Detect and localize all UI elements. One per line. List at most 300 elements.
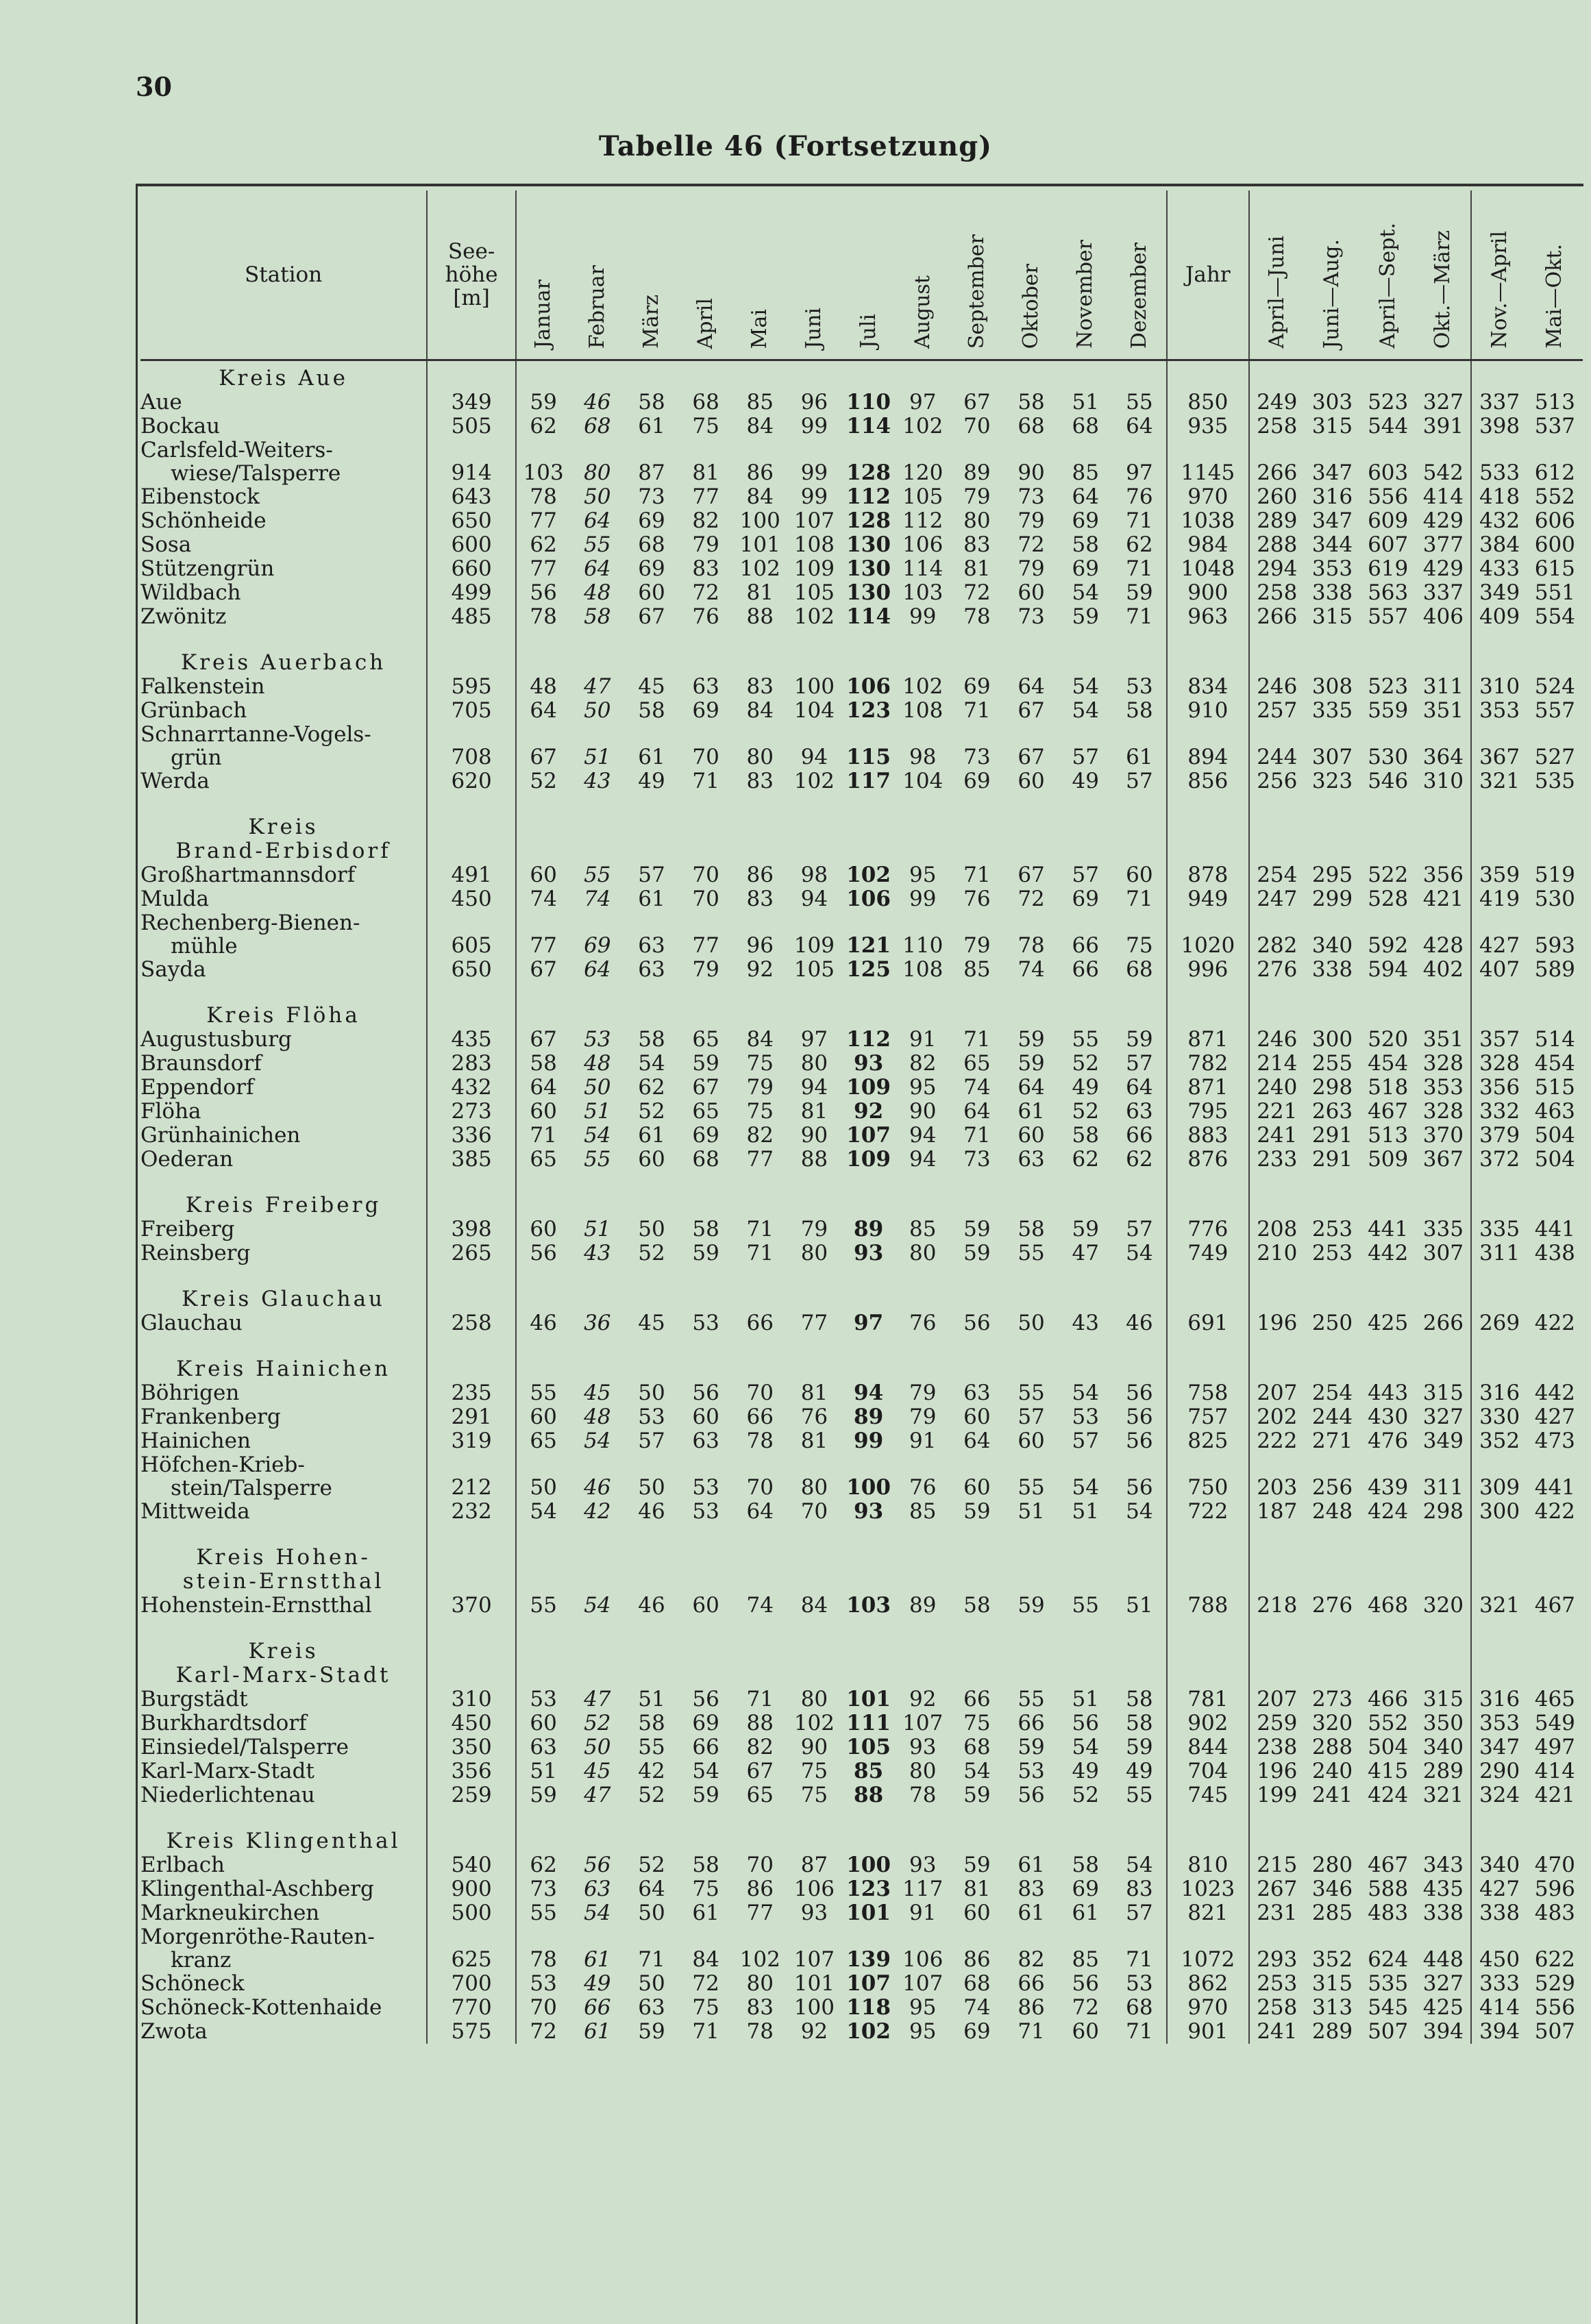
period-value: 379: [1479, 1123, 1520, 1148]
month-value: 107: [846, 1971, 891, 1996]
month-value: 68: [692, 390, 719, 415]
period-value: 596: [1534, 1877, 1575, 1901]
month-value: 56: [1113, 1429, 1167, 1453]
cell-empty: [427, 629, 516, 645]
period-value: 288: [1311, 1735, 1353, 1759]
cell-empty: [1527, 1335, 1583, 1352]
month-value: 130: [846, 556, 891, 581]
group-heading: Kreis Glauchau: [140, 1282, 427, 1311]
month-value: 69: [692, 1711, 719, 1735]
month-value: 66: [1072, 933, 1099, 958]
header-month-label: September: [964, 234, 989, 349]
month-value: 63: [638, 933, 665, 958]
cell-empty: [679, 810, 733, 863]
header-month-label: Oktober: [1019, 263, 1044, 349]
period-value: 514: [1534, 1027, 1575, 1052]
month-value: 62: [530, 414, 557, 438]
station-name: Zwönitz: [140, 605, 427, 629]
month-value: 67: [1018, 698, 1045, 723]
month-value: 64: [963, 1099, 991, 1124]
period-value: 438: [1534, 1241, 1575, 1265]
month-value: 68: [963, 1971, 991, 1996]
period-value: 293: [1257, 1947, 1298, 1972]
month-value: 58: [692, 1853, 719, 1877]
cell-empty: [787, 1807, 841, 1824]
period-value: 338: [1416, 1901, 1471, 1925]
month-value: 71: [963, 1123, 991, 1148]
month-value: 52: [638, 1783, 665, 1807]
month-value: 114: [846, 414, 891, 438]
elevation-value: 491: [427, 863, 516, 887]
period-value: 311: [1479, 1241, 1520, 1265]
month-value: 53: [1018, 1759, 1045, 1783]
month-value: 58: [638, 390, 665, 415]
elevation-value: 900: [427, 1877, 516, 1901]
period-value: 603: [1368, 460, 1409, 485]
cell-empty: [1249, 1265, 1305, 1282]
month-value: 58: [638, 698, 665, 723]
month-value: 69: [1072, 887, 1099, 911]
header-period-label: April—Sept.: [1375, 223, 1400, 349]
month-value: 54: [1072, 580, 1099, 605]
cell-empty: [1527, 629, 1583, 645]
period-value: 384: [1479, 532, 1520, 557]
month-value: 93: [854, 1499, 884, 1524]
station-row: [140, 1076, 1583, 1100]
cell-empty: [624, 1352, 678, 1381]
month-value: 50: [638, 1475, 665, 1500]
month-value: 74: [963, 1075, 991, 1100]
period-value: 364: [1416, 723, 1471, 769]
cell-empty: [427, 360, 516, 391]
header-period: [1416, 190, 1471, 360]
period-value: 465: [1534, 1687, 1575, 1711]
station-row: [140, 699, 1583, 723]
cell-empty: [1416, 645, 1471, 675]
cell-empty: [787, 998, 841, 1028]
month-value: 56: [584, 1853, 611, 1877]
month-value: 83: [746, 887, 774, 911]
period-value: 321: [1479, 1593, 1520, 1618]
cell-empty: [1527, 1188, 1583, 1217]
period-value: 414: [1534, 1759, 1575, 1783]
month-value: 49: [584, 1971, 611, 1996]
cell-empty: [1360, 645, 1416, 675]
period-value: 515: [1534, 1075, 1575, 1100]
month-value: 71: [963, 863, 991, 887]
cell-empty: [427, 793, 516, 810]
cell-empty: [1471, 1188, 1527, 1217]
cell-empty: [896, 793, 950, 810]
cell-empty: [624, 1540, 678, 1594]
group-spacer: [140, 1265, 1583, 1282]
cell-empty: [1416, 1352, 1471, 1381]
cell-empty: [787, 1618, 841, 1634]
period-value: 328: [1416, 1052, 1471, 1076]
period-value: 552: [1534, 484, 1575, 509]
cell-empty: [1113, 1824, 1167, 1853]
cell-empty: [1471, 1335, 1527, 1352]
month-value: 94: [909, 1123, 937, 1148]
cell-empty: [787, 1824, 841, 1853]
elevation-value: 283: [427, 1052, 516, 1076]
month-value: 53: [692, 1311, 719, 1335]
month-value: 68: [584, 414, 611, 438]
month-value: 78: [963, 604, 991, 629]
cell-empty: [624, 1282, 678, 1311]
station-row: [140, 438, 1583, 485]
period-value: 535: [1368, 1971, 1409, 1996]
month-value: 64: [1113, 415, 1167, 438]
cell-empty: [950, 793, 1004, 810]
month-value: 46: [530, 1311, 557, 1335]
cell-empty: [733, 810, 787, 863]
year-value: 691: [1167, 1311, 1249, 1335]
month-value: 53: [1113, 675, 1167, 699]
year-value: 894: [1167, 723, 1249, 769]
elevation-value: 435: [427, 1028, 516, 1052]
month-value: 102: [902, 674, 944, 699]
period-value: 467: [1368, 1853, 1409, 1877]
cell-empty: [1360, 1352, 1416, 1381]
header-month-label: Januar: [531, 280, 556, 349]
month-value: 79: [909, 1405, 937, 1429]
cell-empty: [896, 1282, 950, 1311]
month-value: 67: [530, 1027, 557, 1052]
cell-empty: [841, 360, 896, 391]
month-value: 52: [584, 1711, 611, 1735]
cell-empty: [1416, 810, 1471, 863]
cell-empty: [1471, 1282, 1527, 1311]
month-value: 99: [909, 604, 937, 629]
period-value: 624: [1368, 1947, 1409, 1972]
cell-empty: [1360, 1265, 1416, 1282]
month-value: 78: [746, 1429, 774, 1453]
month-value: 102: [739, 556, 780, 581]
period-value: 533: [1479, 460, 1520, 485]
period-value: 527: [1534, 745, 1575, 769]
month-value: 58: [692, 1217, 719, 1241]
month-value: 82: [1018, 1947, 1045, 1972]
cell-empty: [1249, 1824, 1305, 1853]
period-value: 349: [1416, 1429, 1471, 1453]
period-value: 432: [1479, 508, 1520, 533]
period-value: 439: [1368, 1475, 1409, 1500]
cell-empty: [679, 1188, 733, 1217]
month-value: 109: [793, 556, 835, 581]
group-heading-row: [140, 998, 1583, 1028]
month-value: 67: [530, 957, 557, 982]
month-value: 43: [1072, 1311, 1099, 1335]
month-value: 71: [746, 1687, 774, 1711]
month-value: 85: [1072, 460, 1099, 485]
cell-empty: [896, 1540, 950, 1594]
period-value: 409: [1479, 604, 1520, 629]
cell-empty: [1167, 998, 1249, 1028]
month-value: 58: [530, 1051, 557, 1076]
station-name: Karl-Marx-Stadt: [140, 1759, 427, 1783]
month-value: 47: [584, 674, 611, 699]
cell-empty: [733, 1524, 787, 1540]
month-value: 99: [800, 484, 828, 509]
month-value: 61: [638, 1123, 665, 1148]
period-value: 359: [1479, 863, 1520, 887]
period-value: 419: [1479, 887, 1520, 911]
cell-empty: [679, 645, 733, 675]
cell-empty: [1059, 1807, 1113, 1824]
month-value: 130: [846, 580, 891, 605]
month-value: 60: [963, 1475, 991, 1500]
month-value: 102: [793, 769, 835, 793]
period-value: 523: [1368, 390, 1409, 415]
period-value: 340: [1311, 933, 1353, 958]
month-value: 54: [530, 1499, 557, 1524]
cell-empty: [679, 1824, 733, 1853]
cell-empty: [516, 1265, 570, 1282]
period-value: 299: [1311, 887, 1353, 911]
month-value: 65: [530, 1429, 557, 1453]
cell-empty: [1305, 645, 1360, 675]
year-value: 825: [1167, 1429, 1249, 1453]
cell-empty: [516, 1282, 570, 1311]
period-value: 289: [1416, 1759, 1471, 1783]
period-value: 422: [1534, 1311, 1575, 1335]
month-value: 61: [692, 1901, 719, 1925]
elevation-value: 336: [427, 1124, 516, 1148]
month-value: 68: [692, 1147, 719, 1172]
year-value: 901: [1167, 2020, 1249, 2044]
station-row: [140, 1735, 1583, 1759]
month-value: 55: [1018, 1241, 1045, 1265]
month-value: 93: [909, 1735, 937, 1759]
elevation-value: 385: [427, 1148, 516, 1172]
cell-empty: [1416, 1188, 1471, 1217]
month-value: 106: [846, 887, 891, 911]
station-name: Burkhardtsdorf: [140, 1711, 427, 1735]
month-value: 69: [638, 508, 665, 533]
period-value: 556: [1368, 484, 1409, 509]
month-value: 81: [746, 580, 774, 605]
month-value: 84: [746, 484, 774, 509]
month-value: 101: [793, 1971, 835, 1996]
month-value: 58: [1072, 1853, 1099, 1877]
cell-empty: [140, 982, 427, 998]
month-value: 59: [1018, 1593, 1045, 1618]
cell-empty: [1167, 793, 1249, 810]
month-value: 78: [530, 604, 557, 629]
month-value: 52: [1072, 1051, 1099, 1076]
cell-empty: [733, 793, 787, 810]
month-value: 56: [692, 1381, 719, 1405]
month-value: 57: [1018, 1405, 1045, 1429]
station-row: [140, 1028, 1583, 1052]
month-value: 66: [1018, 1971, 1045, 1996]
station-row: [140, 557, 1583, 581]
station-row: [140, 1972, 1583, 1996]
group-spacer: [140, 1618, 1583, 1634]
station-row: [140, 1688, 1583, 1711]
period-value: 210: [1257, 1241, 1298, 1265]
period-value: 316: [1479, 1687, 1520, 1711]
month-value: 85: [854, 1759, 884, 1783]
month-value: 80: [746, 1971, 774, 1996]
month-value: 48: [584, 1051, 611, 1076]
month-value: 57: [1113, 1217, 1167, 1241]
month-value: 102: [793, 1711, 835, 1735]
cell-empty: [950, 810, 1004, 863]
cell-empty: [1305, 1352, 1360, 1381]
group-heading: Kreis Auerbach: [140, 645, 427, 675]
cell-empty: [1059, 982, 1113, 998]
period-value: 467: [1368, 1099, 1409, 1124]
period-value: 422: [1534, 1499, 1575, 1524]
header-station: Station: [140, 190, 427, 360]
month-value: 73: [1018, 604, 1045, 629]
cell-empty: [950, 645, 1004, 675]
cell-empty: [1059, 810, 1113, 863]
month-value: 77: [692, 933, 719, 958]
cell-empty: [841, 1265, 896, 1282]
cell-empty: [733, 360, 787, 391]
station-row: [140, 1124, 1583, 1148]
cell-empty: [1527, 645, 1583, 675]
cell-empty: [1004, 360, 1058, 391]
cell-empty: [1305, 1824, 1360, 1853]
station-row: [140, 415, 1583, 438]
month-value: 58: [638, 1027, 665, 1052]
month-value: 59: [1113, 1028, 1167, 1052]
month-value: 64: [1113, 1076, 1167, 1100]
month-value: 60: [963, 1405, 991, 1429]
month-value: 54: [692, 1759, 719, 1783]
month-value: 63: [638, 1995, 665, 2020]
station-row: [140, 1877, 1583, 1901]
cell-empty: [896, 1824, 950, 1853]
period-value: 231: [1257, 1901, 1298, 1925]
cell-empty: [1249, 1634, 1305, 1688]
cell-empty: [427, 982, 516, 998]
station-row: [140, 1405, 1583, 1429]
month-value: 54: [584, 1901, 611, 1925]
period-value: 313: [1311, 1995, 1353, 2020]
period-value: 352: [1311, 1947, 1353, 1972]
header-month: [896, 190, 950, 360]
period-value: 338: [1311, 580, 1353, 605]
period-value: 253: [1257, 1971, 1298, 1996]
cell-empty: [516, 1352, 570, 1381]
cell-empty: [1305, 1265, 1360, 1282]
period-value: 529: [1534, 1971, 1575, 1996]
cell-empty: [1416, 1265, 1471, 1282]
month-value: 65: [692, 1099, 719, 1124]
period-value: 258: [1257, 580, 1298, 605]
cell-empty: [1059, 629, 1113, 645]
month-value: 46: [638, 1499, 665, 1524]
station-row: [140, 911, 1583, 958]
cell-empty: [1059, 360, 1113, 391]
period-value: 244: [1311, 1405, 1353, 1429]
cell-empty: [1004, 998, 1058, 1028]
month-value: 53: [692, 1475, 719, 1500]
month-value: 79: [692, 532, 719, 557]
month-value: 67: [1018, 745, 1045, 769]
month-value: 79: [692, 957, 719, 982]
cell-empty: [679, 1618, 733, 1634]
month-value: 70: [692, 887, 719, 911]
cell-empty: [841, 1188, 896, 1217]
period-value: 353: [1416, 1076, 1471, 1100]
header-month-label: Juli: [856, 314, 880, 349]
month-value: 48: [584, 1405, 611, 1429]
cell-empty: [679, 1282, 733, 1311]
month-value: 58: [1113, 1711, 1167, 1735]
period-value: 221: [1257, 1099, 1298, 1124]
cell-empty: [679, 982, 733, 998]
header-period-label: Mai—Okt.: [1542, 244, 1567, 349]
cell-empty: [787, 1540, 841, 1594]
month-value: 74: [530, 887, 557, 911]
period-value: 509: [1368, 1147, 1409, 1172]
month-value: 70: [746, 1475, 774, 1500]
month-value: 94: [800, 745, 828, 769]
station-name: Reinsberg: [140, 1241, 427, 1265]
cell-empty: [140, 793, 427, 810]
cell-empty: [1249, 1807, 1305, 1824]
month-value: 59: [963, 1217, 991, 1241]
period-value: 421: [1416, 887, 1471, 911]
year-value: 871: [1167, 1028, 1249, 1052]
cell-empty: [516, 1618, 570, 1634]
header-period: [1360, 190, 1416, 360]
cell-empty: [570, 1524, 624, 1540]
month-value: 61: [584, 2019, 611, 2044]
month-value: 94: [800, 887, 828, 911]
station-name: Oederan: [140, 1148, 427, 1172]
month-value: 120: [902, 460, 944, 485]
cell-empty: [787, 982, 841, 998]
month-value: 74: [1018, 957, 1045, 982]
cell-empty: [1527, 793, 1583, 810]
period-value: 563: [1368, 580, 1409, 605]
month-value: 64: [1018, 674, 1045, 699]
month-value: 80: [963, 508, 991, 533]
month-value: 87: [800, 1853, 828, 1877]
cell-empty: [1004, 1807, 1058, 1824]
cell-empty: [624, 1524, 678, 1540]
cell-empty: [1167, 1634, 1249, 1688]
cell-empty: [1305, 1634, 1360, 1688]
cell-empty: [1113, 645, 1167, 675]
period-value: 280: [1311, 1853, 1353, 1877]
period-value: 524: [1534, 674, 1575, 699]
station-name: Schöneck: [140, 1972, 427, 1996]
month-value: 68: [1072, 414, 1099, 438]
cell-empty: [679, 998, 733, 1028]
month-value: 73: [1018, 484, 1045, 509]
cell-empty: [570, 360, 624, 391]
month-value: 49: [1072, 1075, 1099, 1100]
station-row: [140, 1925, 1583, 1972]
period-value: 311: [1416, 675, 1471, 699]
cell-empty: [950, 1335, 1004, 1352]
header-month: [1004, 190, 1058, 360]
station-row: [140, 1217, 1583, 1241]
cell-empty: [950, 1172, 1004, 1188]
period-value: 468: [1368, 1593, 1409, 1618]
month-value: 55: [584, 532, 611, 557]
cell-empty: [1113, 810, 1167, 863]
station-name: Einsiedel/Talsperre: [140, 1735, 427, 1759]
